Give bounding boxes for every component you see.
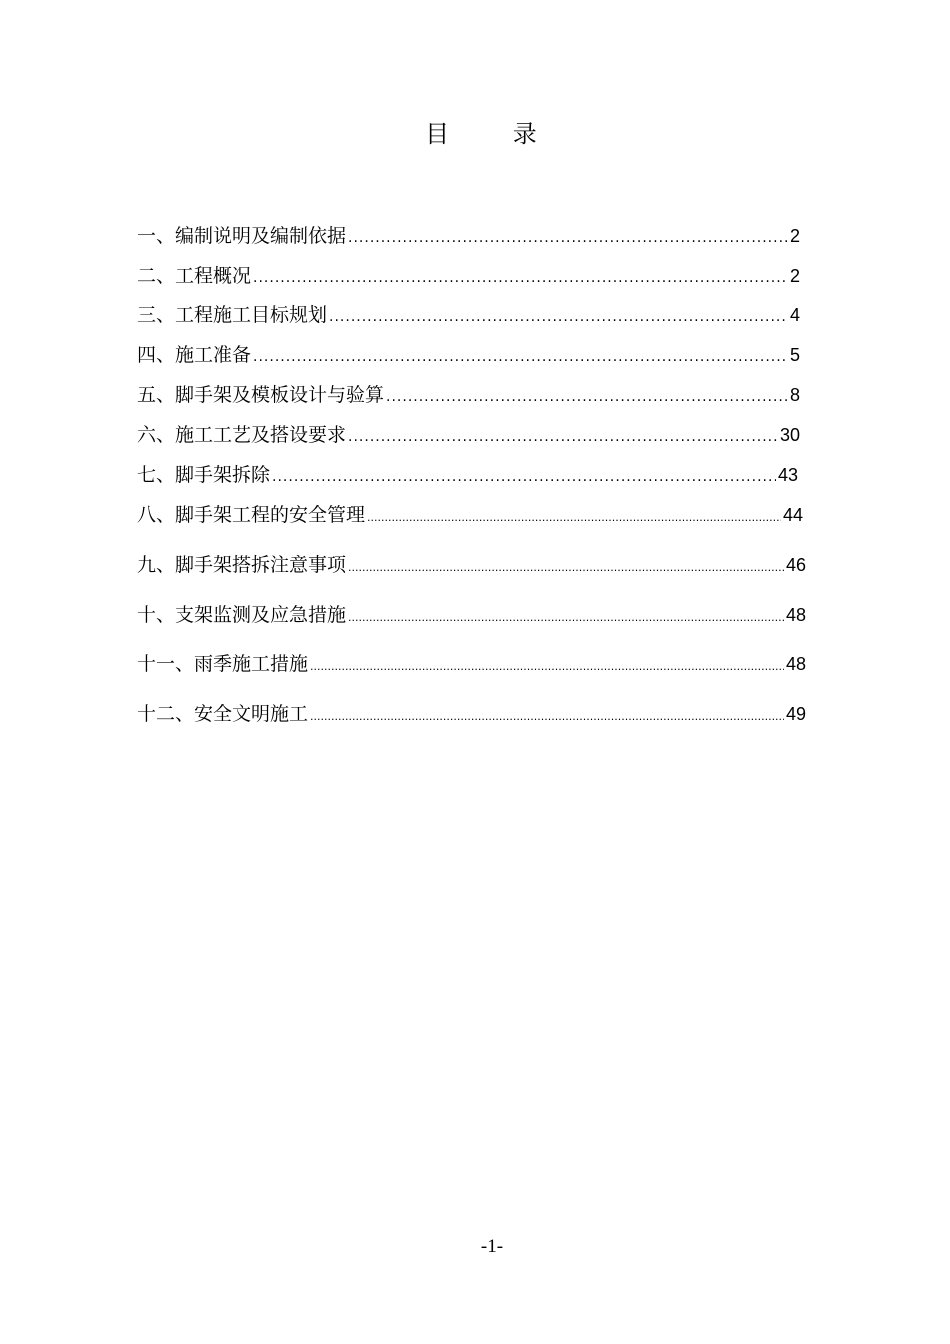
toc-entry-page: 30 bbox=[779, 425, 800, 445]
toc-dot-leader bbox=[348, 554, 784, 582]
toc-entry-label: 十二、安全文明施工 bbox=[137, 703, 309, 725]
toc-dot-leader bbox=[367, 504, 781, 532]
toc-entry-6[interactable] bbox=[137, 421, 800, 451]
toc-entry-label: 一、编制说明及编制依据 bbox=[137, 225, 347, 247]
toc-entry-9[interactable] bbox=[137, 551, 806, 582]
toc-entry-10[interactable] bbox=[137, 601, 806, 632]
toc-entry-page: 8 bbox=[789, 385, 800, 405]
toc-entry-label: 四、施工准备 bbox=[137, 344, 252, 366]
toc-entry-4[interactable] bbox=[137, 341, 800, 371]
toc-dot-leader bbox=[329, 303, 788, 331]
toc-dot-leader bbox=[348, 423, 778, 451]
toc-dot-leader bbox=[310, 653, 784, 681]
toc-dot-leader bbox=[348, 604, 784, 632]
toc-entry-3[interactable] bbox=[137, 301, 800, 331]
toc-entry-label: 九、脚手架搭拆注意事项 bbox=[137, 554, 347, 576]
toc-entry-5[interactable] bbox=[137, 381, 800, 411]
toc-entry-12[interactable] bbox=[137, 700, 806, 731]
toc-entry-page: 2 bbox=[789, 266, 800, 286]
toc-entry-label: 五、脚手架及模板设计与验算 bbox=[137, 384, 385, 406]
page-title: 目 录 bbox=[425, 120, 565, 148]
toc-entry-label: 三、工程施工目标规划 bbox=[137, 304, 328, 326]
toc-entry-label: 八、脚手架工程的安全管理 bbox=[137, 504, 366, 526]
toc-entry-label: 六、施工工艺及搭设要求 bbox=[137, 424, 347, 446]
toc-entry-page: 48 bbox=[785, 605, 806, 625]
toc-entry-label: 十、支架监测及应急措施 bbox=[137, 604, 347, 626]
toc-dot-leader bbox=[253, 264, 788, 292]
toc-entry-page: 49 bbox=[785, 704, 806, 724]
toc-entry-7[interactable] bbox=[137, 461, 798, 491]
toc-entry-11[interactable] bbox=[137, 650, 806, 681]
toc-entry-page: 4 bbox=[789, 305, 800, 325]
toc-entry-page: 48 bbox=[785, 654, 806, 674]
toc-entry-2[interactable] bbox=[137, 262, 800, 292]
toc-dot-leader bbox=[386, 383, 788, 411]
toc-dot-leader bbox=[310, 703, 784, 731]
toc-entry-label: 二、工程概况 bbox=[137, 265, 252, 287]
toc-entry-1[interactable] bbox=[137, 222, 800, 252]
toc-entry-page: 5 bbox=[789, 345, 800, 365]
toc-dot-leader bbox=[253, 343, 788, 371]
toc-entry-page: 2 bbox=[789, 226, 800, 246]
toc-entry-label: 十一、雨季施工措施 bbox=[137, 653, 309, 675]
toc-entry-page: 44 bbox=[782, 505, 803, 525]
page-number: -1- bbox=[480, 1236, 504, 1257]
toc-dot-leader bbox=[348, 224, 788, 252]
toc-dot-leader bbox=[272, 463, 776, 491]
toc-entry-8[interactable] bbox=[137, 501, 803, 532]
toc-entry-label: 七、脚手架拆除 bbox=[137, 464, 271, 486]
toc-entry-page: 43 bbox=[777, 465, 798, 485]
toc-entry-page: 46 bbox=[785, 555, 806, 575]
